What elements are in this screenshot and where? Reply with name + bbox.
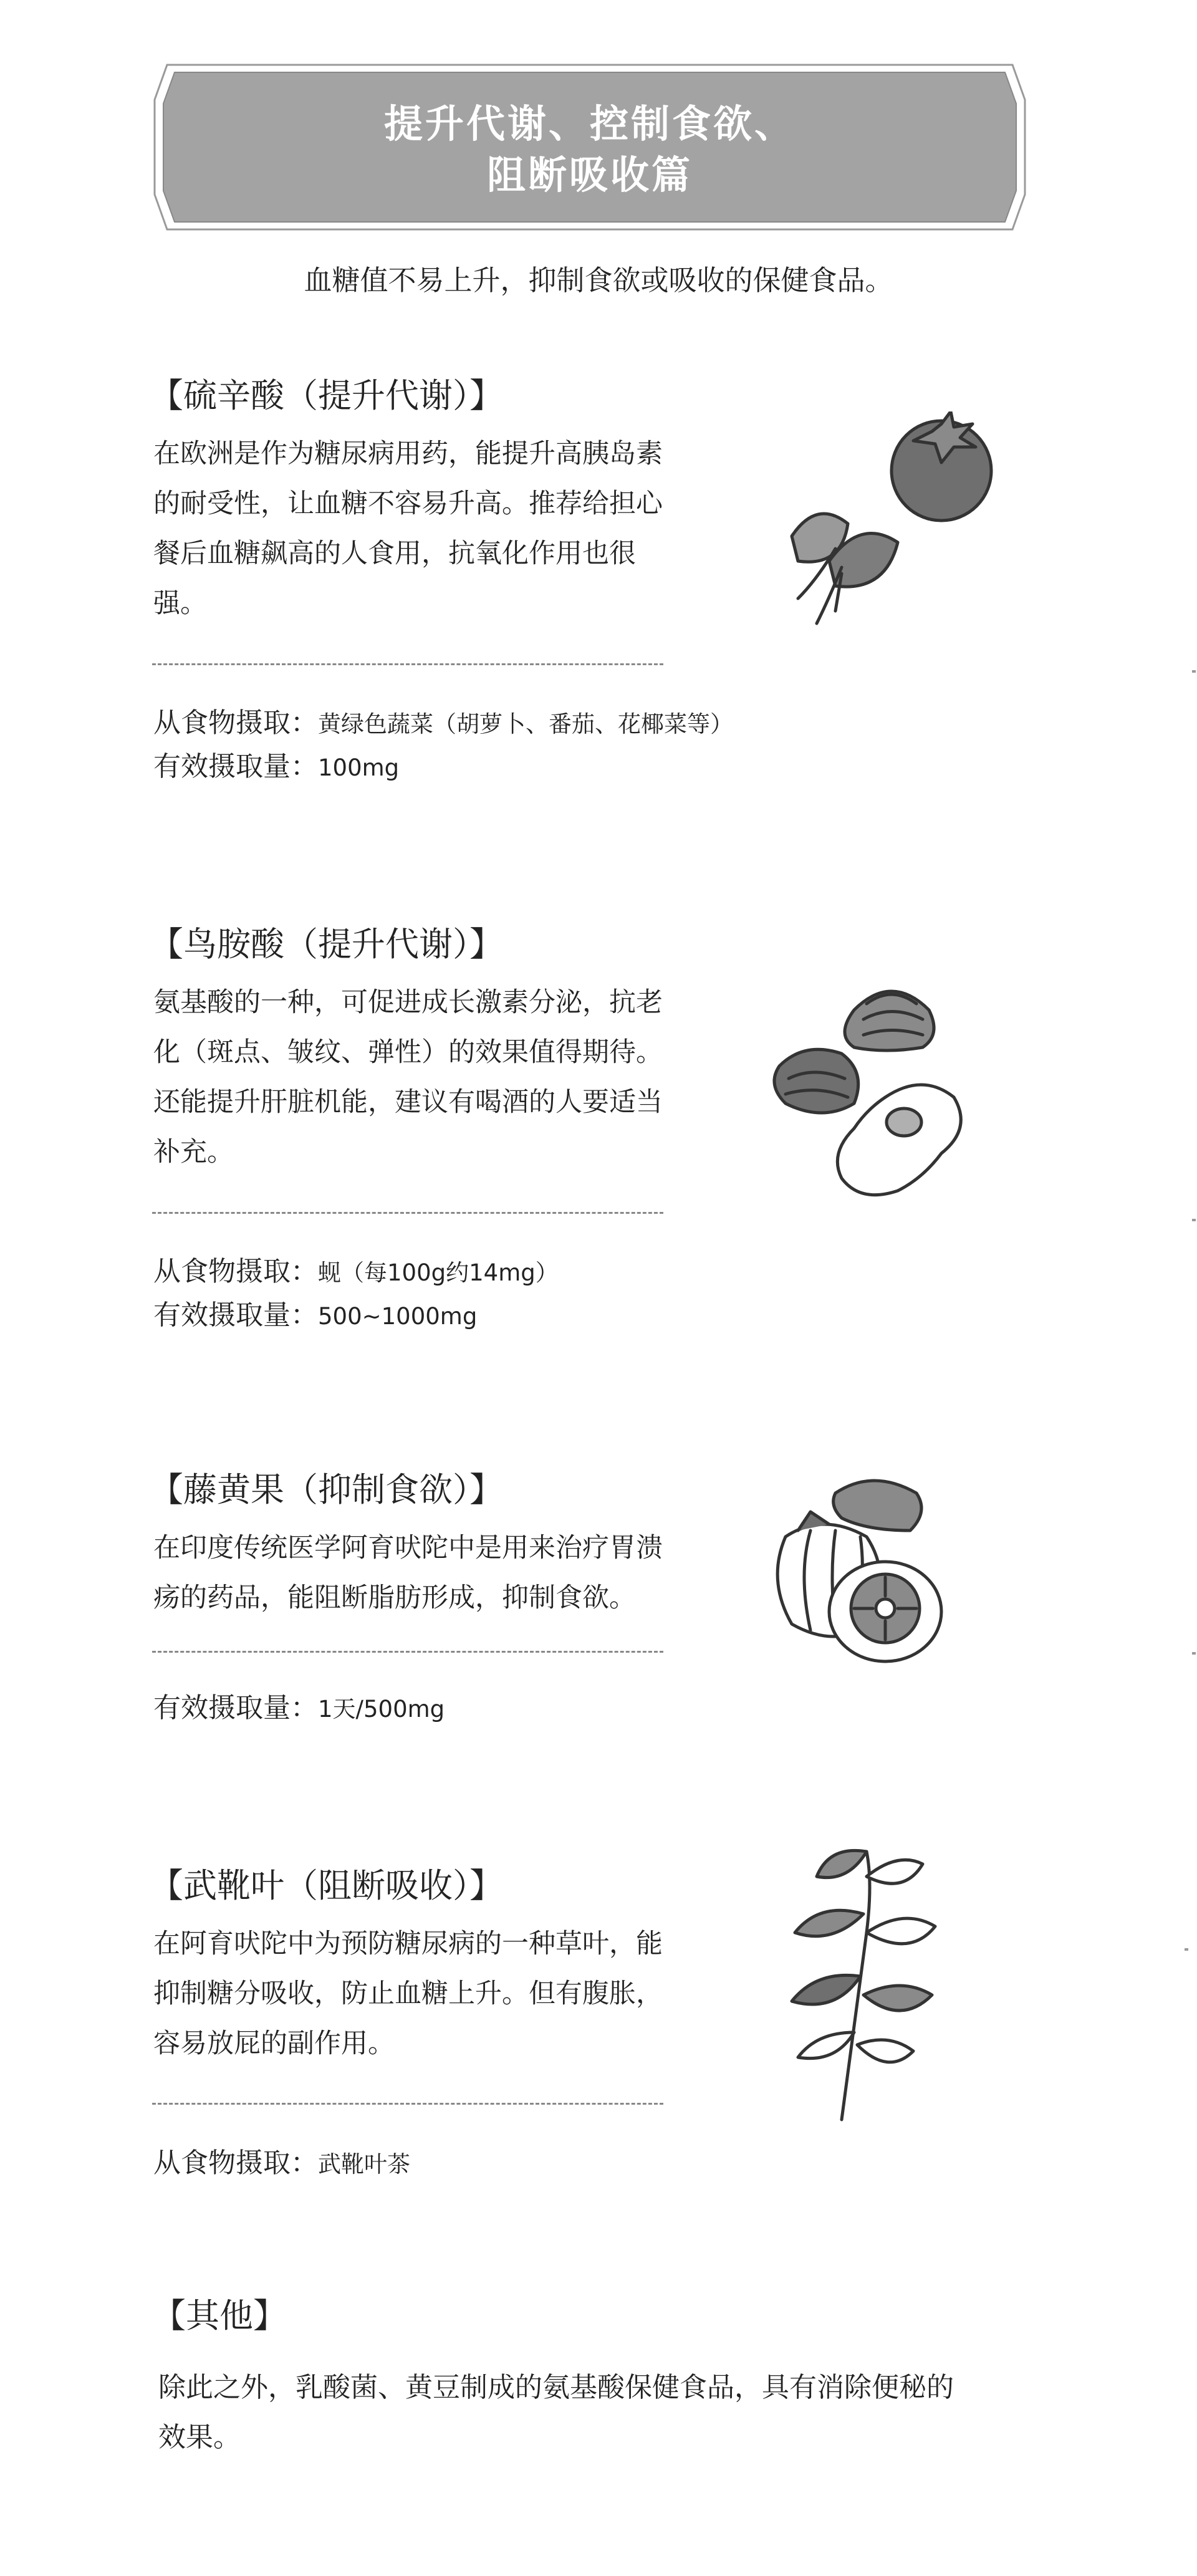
description-line: 除此之外，乳酸菌、黄豆制成的氨基酸保健食品，具有消除便秘的 (158, 2372, 954, 2403)
dashed-divider (152, 1651, 663, 1653)
section-description (153, 1523, 690, 1623)
page-title-line-1: 提升代谢、控制食欲、 (383, 101, 796, 147)
dashed-divider (152, 2103, 663, 2105)
food-source-value: 武靴叶茶 (318, 2151, 410, 2178)
edge-mark (1192, 1219, 1196, 1221)
page-title-line-2: 阻断吸收篇 (486, 152, 693, 198)
effective-dose (153, 1689, 445, 1728)
page-title (153, 99, 1026, 201)
description-line: 氨基酸的一种，可促进成长激素分泌，抗老 (153, 987, 663, 1018)
food-source-value: 蚬（每100g约14mg） (318, 1259, 559, 1286)
page-subtitle: 血糖值不易上升，抑制食欲或吸收的保健食品。 (304, 264, 893, 297)
effective-dose (153, 748, 399, 787)
description-line: 强。 (153, 588, 207, 619)
food-source-value: 黄绿色蔬菜（胡萝卜、番茄、花椰菜等） (318, 711, 733, 738)
description-line: 容易放屁的副作用。 (153, 2028, 395, 2059)
effective-dose-value: 1天/500mg (318, 1696, 445, 1723)
description-line: 化（斑点、皱纹、弹性）的效果值得期待。 (153, 1037, 663, 1068)
food-source-label: 从食物摄取： (153, 2147, 318, 2179)
other-section-title: 【其他】 (152, 2296, 287, 2335)
dashed-divider (152, 1212, 663, 1214)
food-source (153, 2145, 410, 2183)
section-description (153, 978, 690, 1177)
food-source-label: 从食物摄取： (153, 707, 318, 739)
section-description (153, 1919, 690, 2069)
description-line: 疡的药品，能阻断脂肪形成，抑制食欲。 (153, 1582, 636, 1613)
description-line: 效果。 (158, 2421, 241, 2453)
section-title: 【武靴叶（阻断吸收）】 (150, 1866, 503, 1905)
effective-dose (153, 1297, 477, 1335)
effective-dose-label: 有效摄取量： (153, 1299, 318, 1331)
other-section-description (158, 2363, 994, 2463)
section-title: 【藤黄果（抑制食欲）】 (150, 1470, 503, 1509)
dashed-divider (152, 663, 663, 665)
section-title: 【鸟胺酸（提升代谢）】 (150, 925, 503, 964)
description-line: 在欧洲是作为糖尿病用药，能提升高胰岛素 (153, 438, 663, 469)
food-source (153, 1253, 559, 1292)
section-description (153, 429, 690, 628)
clam-illustration (761, 973, 985, 1197)
edge-mark (1192, 670, 1196, 673)
description-line: 抑制糖分吸收，防止血糖上升。但有腹胀， (153, 1978, 663, 2009)
effective-dose-value: 100mg (318, 754, 400, 781)
effective-dose-label: 有效摄取量： (153, 751, 318, 782)
section-title: 【硫辛酸（提升代谢）】 (150, 376, 503, 415)
description-line: 餐后血糖飙高的人食用，抗氧化作用也很 (153, 538, 636, 569)
description-line: 的耐受性，让血糖不容易升高。推荐给担心 (153, 488, 663, 519)
food-source (153, 704, 733, 743)
header-banner (153, 64, 1026, 231)
gymnema-leaf-illustration (773, 1839, 960, 2126)
description-line: 在印度传统医学阿育吠陀中是用来治疗胃溃 (153, 1532, 663, 1564)
effective-dose-value: 500~1000mg (318, 1303, 478, 1330)
description-line: 在阿育吠陀中为预防糖尿病的一种草叶，能 (153, 1928, 663, 1959)
garcinia-fruit-illustration (742, 1474, 954, 1686)
effective-dose-label: 有效摄取量： (153, 1692, 318, 1724)
description-line: 补充。 (153, 1137, 234, 1168)
food-source-label: 从食物摄取： (153, 1256, 318, 1287)
spinach-tomato-illustration (754, 411, 1016, 636)
description-line: 还能提升肝脏机能，建议有喝酒的人要适当 (153, 1087, 663, 1118)
edge-mark (1185, 1948, 1188, 1951)
edge-mark (1192, 1652, 1196, 1655)
